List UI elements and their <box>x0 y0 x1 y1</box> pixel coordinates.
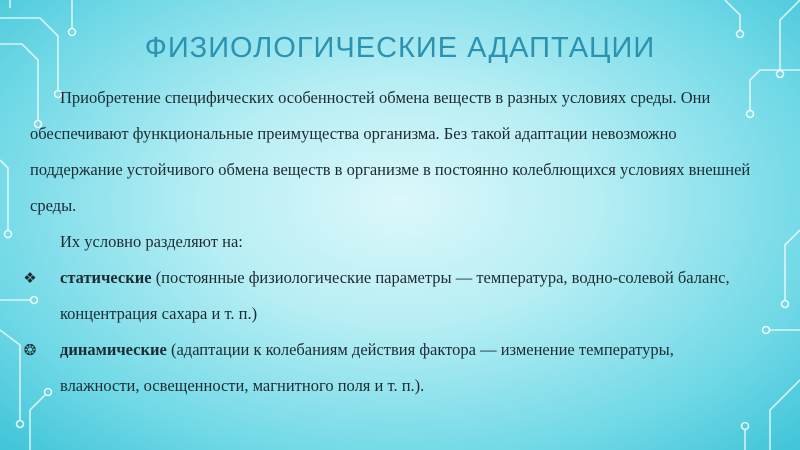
diamond-bullet-icon: ❖ <box>23 269 37 287</box>
slide-body <box>23 80 752 404</box>
bullet-dynamic-term: динамические <box>60 340 167 359</box>
ornate-diamond-bullet-icon: ❂ <box>23 341 37 359</box>
classification-intro: Их условно разделяют на: <box>60 232 243 251</box>
bullet-static-term: статические <box>60 268 152 287</box>
bullet-static-text: (постоянные физиологические параметры — температура, водно-солевой баланс, концентрация сахара и т. п.) <box>60 268 730 323</box>
definition-paragraph: Приобретение специфических особенностей обмена веществ в разных условиях среды. Они обеспечивают функциональные преимущества организма. Без такой адаптации невозможно поддержание устойчивого обмена веществ в организме в постоянно колеблющихся условиях внешней среды. <box>30 88 751 215</box>
bullet-dynamic <box>23 332 752 404</box>
slide-title: ФИЗИОЛОГИЧЕСКИЕ АДАПТАЦИИ <box>144 32 656 64</box>
bullet-static <box>23 260 752 332</box>
bullet-dynamic-text: (адаптации к колебаниям действия фактора — изменение температуры, влажности, освещенности, магнитного поля и т. п.). <box>60 340 674 395</box>
